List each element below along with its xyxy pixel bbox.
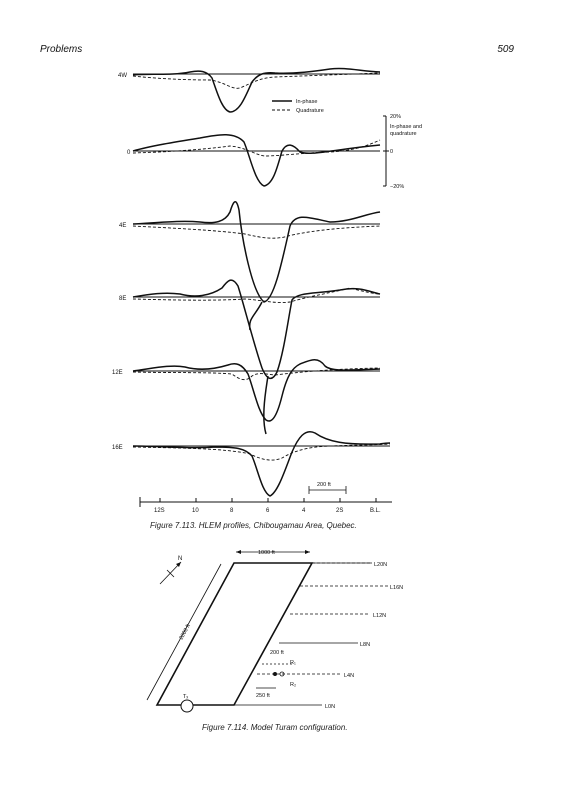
x-tick-12s: 12S [154, 508, 165, 514]
north-arrow [160, 556, 182, 584]
x-tick-4: 4 [302, 508, 306, 514]
width-label: 1000 ft [258, 550, 275, 556]
line-l8n: L8N [360, 642, 371, 648]
profile-16e [112, 432, 390, 496]
legend-quadrature: Quadrature [296, 108, 324, 114]
profile-0 [127, 135, 380, 186]
scale-label-mid2: quadrature [390, 131, 417, 137]
scale-label-mid1: In-phase and [390, 124, 423, 130]
in-phase-curve-0 [133, 135, 380, 186]
quadrature-curve-4e [133, 226, 380, 238]
hlem-profiles-figure [112, 68, 422, 514]
horizontal-scale-bar [309, 482, 346, 494]
figure-114-caption: Figure 7.114. Model Turam configuration. [202, 723, 348, 732]
profile-12e [112, 360, 380, 421]
in-phase-curve-4w [133, 68, 380, 112]
line-l4n: L4N [344, 673, 355, 679]
x-tick-8: 8 [230, 508, 234, 514]
length-dimension [147, 564, 221, 700]
amplitude-scale [383, 114, 422, 190]
profile-label-0: 0 [127, 150, 131, 156]
line-l0n: L0N [325, 704, 336, 710]
x-tick-10: 10 [192, 508, 199, 514]
x-axis [140, 497, 392, 514]
in-phase-curve-4e [133, 202, 380, 302]
figure-113-caption: Figure 7.113. HLEM profiles, Chibougamau Area, Quebec. [150, 521, 357, 530]
line-l16n: L16N [390, 585, 404, 591]
x-tick-bl: B.L. [370, 508, 381, 514]
in-phase-curve-12e [133, 360, 380, 421]
transmitter [181, 694, 193, 712]
profile-label-4w: 4W [118, 73, 127, 79]
spacing-label: 200 ft [270, 650, 284, 656]
legend [272, 99, 324, 114]
turam-configuration-figure [147, 550, 403, 712]
receiver-r1: R₁ [290, 660, 296, 666]
scale-bar-label: 200 ft [317, 482, 331, 488]
scale-label-zero: 0 [390, 149, 394, 155]
profile-label-12e: 12E [112, 370, 123, 376]
quadrature-curve-4w [133, 73, 380, 88]
running-header-section: Problems [40, 44, 83, 55]
profile-4e [119, 202, 380, 302]
receiver-detail [256, 650, 296, 699]
north-label: N [178, 556, 183, 562]
central-anomaly-connector [250, 302, 268, 434]
profile-label-16e: 16E [112, 445, 123, 451]
x-tick-6: 6 [266, 508, 270, 514]
profile-label-8e: 8E [119, 296, 127, 302]
line-l20n: L20N [374, 562, 388, 568]
x-tick-2s: 2S [336, 508, 344, 514]
profile-4w [118, 68, 380, 112]
receiver-r2: R₂ [290, 682, 297, 688]
in-phase-curve-8e [133, 280, 380, 378]
transmitter-circle [181, 700, 193, 712]
in-phase-curve-16e [133, 432, 390, 496]
transmitter-label: Tₓ [183, 694, 189, 700]
line-l12n: L12N [373, 613, 387, 619]
receiver-dot [273, 672, 277, 676]
scale-label-bottom: −20% [390, 184, 405, 190]
width-dimension [236, 550, 310, 556]
offset-label: 250 ft [256, 693, 270, 699]
profile-label-4e: 4E [119, 223, 127, 229]
length-label: 2000 ft [178, 623, 192, 641]
legend-in-phase: In-phase [296, 99, 318, 105]
scale-label-top: 20% [390, 114, 402, 120]
page-number: 509 [497, 44, 514, 55]
